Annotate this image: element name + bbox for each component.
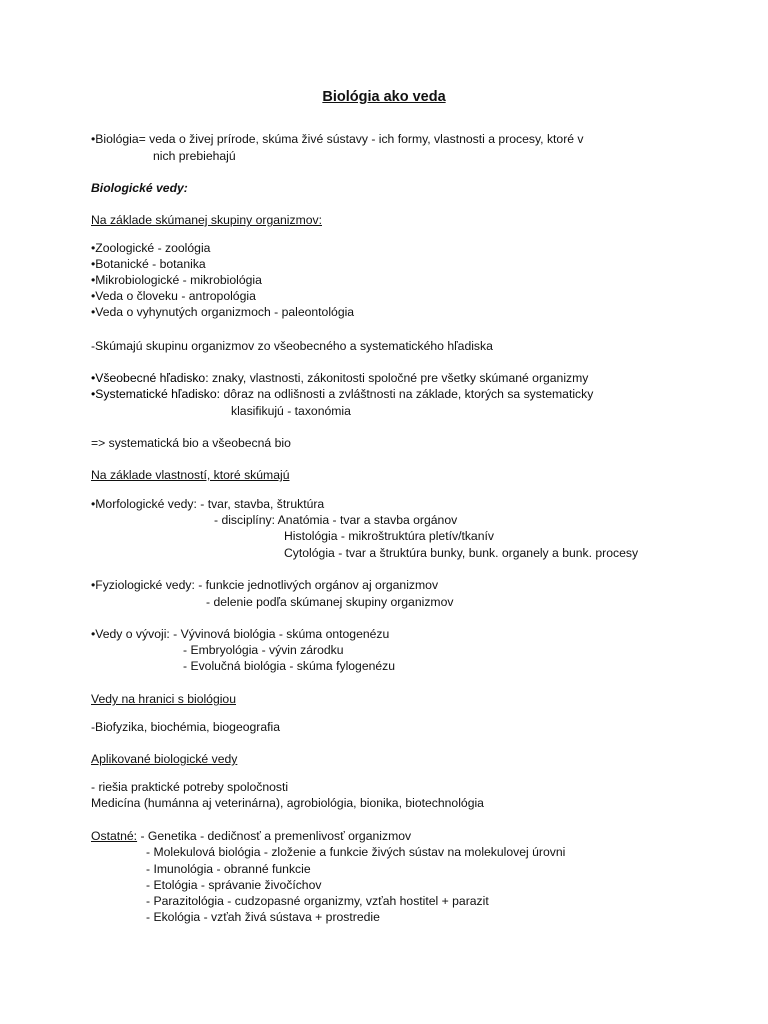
- list-item: •Zoologické - zoológia: [91, 241, 211, 255]
- development-line-3: - Evolučná biológia - skúma fylogenézu: [183, 659, 396, 673]
- morphology-line-2: - disciplíny: Anatómia - tvar a stavba orgánov: [214, 513, 458, 527]
- border-sciences-text: -Biofyzika, biochémia, biogeografia: [91, 720, 281, 734]
- list-item: - Parazitológia - cudzopasné organizmy, vzťah hostitel + parazit: [146, 894, 489, 908]
- physiology-line-1: •Fyziologické vedy: - funkcie jednotlivých orgánov aj organizmov: [91, 578, 439, 592]
- list-item: •Botanické - botanika: [91, 257, 206, 271]
- list-item: - Imunológia - obranné funkcie: [146, 862, 311, 876]
- other-sciences-first-line: [91, 828, 411, 844]
- list-item: - Molekulová biológia - zloženie a funkcie živých sústav na molekulovej úrovni: [146, 845, 566, 859]
- list-item: •Veda o vyhynutých organizmoch - paleontológia: [91, 305, 355, 319]
- definition-line-1: •Biológia= veda o živej prírode, skúma živé sústavy - ich formy, vlastnosti a procesy, ktoré v: [91, 132, 584, 146]
- other-sciences-first: - Genetika - dedičnosť a premenlivosť organizmov: [140, 829, 412, 843]
- groups-note: -Skúmajú skupinu organizmov zo všeobecného a systematického hľadiska: [91, 339, 493, 353]
- systematic-view-label: •Systematické hľadisko:: [91, 387, 221, 401]
- applied-sciences-line-2: Medicína (humánna aj veterinárna), agrobiológia, bionika, biotechnológia: [91, 796, 484, 810]
- morphology-line-1: •Morfologické vedy: - tvar, stavba, štruktúra: [91, 497, 325, 511]
- list-item: - Etológia - správanie živočíchov: [146, 878, 322, 892]
- properties-heading: Na základe vlastností, ktoré skúmajú: [91, 468, 290, 482]
- groups-heading: Na základe skúmanej skupiny organizmov:: [91, 213, 322, 227]
- general-view-text: znaky, vlastnosti, zákonitosti spoločné pre všetky skúmané organizmy: [211, 371, 589, 385]
- systematic-view-line: [91, 386, 593, 402]
- list-item: •Mikrobiologické - mikrobiológia: [91, 273, 262, 287]
- applied-sciences-line-1: - riešia praktické potreby spoločnosti: [91, 780, 289, 794]
- groups-conclusion: => systematická bio a všeobecná bio: [91, 436, 291, 450]
- page-title: Biológia ako veda: [322, 89, 446, 105]
- definition-line-2: nich prebiehajú: [153, 149, 236, 163]
- systematic-view-text-2: klasifikujú - taxonómia: [231, 404, 351, 418]
- list-item: •Veda o človeku - antropológia: [91, 289, 256, 303]
- development-line-1: •Vedy o vývoji: - Vývinová biológia - skúma ontogenézu: [91, 627, 390, 641]
- other-sciences-label: Ostatné:: [91, 829, 138, 843]
- bio-sciences-heading: Biologické vedy:: [91, 181, 188, 195]
- morphology-line-3: Histológia - mikroštruktúra pletív/tkanív: [284, 529, 494, 543]
- general-view-line: [91, 370, 588, 386]
- general-view-label: •Všeobecné hľadisko:: [91, 371, 209, 385]
- applied-sciences-heading: Aplikované biologické vedy: [91, 752, 238, 766]
- border-sciences-heading: Vedy na hranici s biológiou: [91, 692, 236, 706]
- systematic-view-text: dôraz na odlišnosti a zvláštnosti na základe, ktorých sa systematicky: [223, 387, 594, 401]
- morphology-line-4: Cytológia - tvar a štruktúra bunky, bunk. organely a bunk. procesy: [284, 546, 639, 560]
- development-line-2: - Embryológia - vývin zárodku: [183, 643, 344, 657]
- list-item: - Ekológia - vzťah živá sústava + prostredie: [146, 910, 380, 924]
- physiology-line-2: - delenie podľa skúmanej skupiny organizmov: [206, 595, 454, 609]
